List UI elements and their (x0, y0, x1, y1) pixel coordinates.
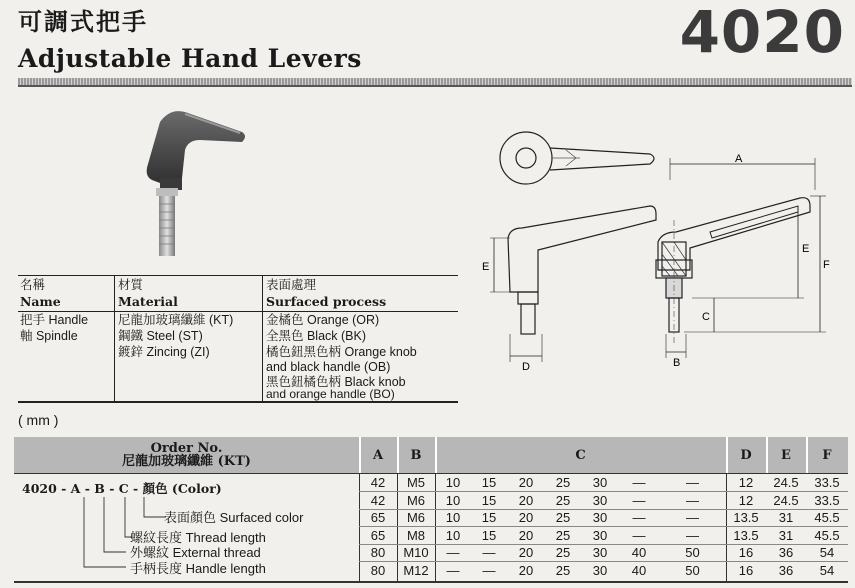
dim-label-f: F (823, 259, 830, 271)
table-cell: 36 (778, 545, 794, 560)
surface-orange: 金橘色 Orange (OR) (266, 313, 380, 327)
table-cell: 10 (445, 492, 461, 508)
table-cell: — (446, 545, 460, 560)
table-cell: — (632, 527, 646, 543)
table-cell: 45.5 (814, 527, 840, 543)
header-a: A (372, 447, 384, 463)
table-cell: 20 (518, 510, 534, 525)
dim-label-c: C (702, 311, 710, 323)
table-cell: 25 (555, 562, 571, 578)
header-divider (397, 437, 399, 473)
table-row (14, 493, 848, 508)
header-b: B (410, 447, 422, 463)
table-cell: 33.5 (814, 492, 840, 508)
table-cell: — (632, 475, 646, 490)
header-rule-line (18, 85, 852, 87)
table-cell: 30 (592, 492, 608, 508)
table-cell: 50 (685, 545, 700, 560)
table-cell: 33.5 (814, 475, 840, 490)
table-cell: 42 (370, 475, 386, 490)
dim-label-a: A (735, 153, 743, 165)
header-divider (726, 437, 728, 473)
header-f: F (822, 447, 832, 463)
table-cell: 13.5 (733, 510, 759, 525)
legend-external-thread: 外螺紋 External thread (130, 545, 261, 560)
table-cell: — (686, 475, 699, 490)
table-row (14, 563, 848, 578)
product-code: 4020 (679, 0, 845, 66)
header-c: C (575, 447, 586, 463)
table-cell: 80 (370, 562, 386, 578)
table-cell: 25 (555, 492, 571, 508)
table-cell: 31 (778, 527, 794, 543)
table-cell: 65 (370, 510, 386, 525)
product-photo (130, 100, 250, 270)
name-handle: 把手 Handle (20, 313, 89, 327)
table-cell: — (482, 562, 496, 578)
table-cell: 42 (370, 492, 386, 508)
surface-bo-1: 黑色鈕橘色柄 Black knob (266, 375, 406, 389)
table-cell: 25 (555, 475, 571, 490)
table-cell: 40 (631, 545, 647, 560)
table-cell: 16 (738, 545, 754, 560)
table-row (14, 528, 848, 543)
table-row (14, 475, 848, 490)
table-cell: 54 (819, 562, 835, 578)
table-cell: 30 (592, 510, 608, 525)
header-divider (806, 437, 808, 473)
table-cell: 20 (518, 562, 534, 578)
table-cell: 15 (481, 492, 497, 508)
dim-label-e-left: E (482, 261, 490, 273)
table-cell: 13.5 (733, 527, 759, 543)
table-cell: 40 (631, 562, 647, 578)
name-spindle: 軸 Spindle (20, 329, 78, 343)
table-cell: 20 (518, 492, 534, 508)
col-name-cn: 名稱 (20, 278, 46, 292)
col-material-en: Material (118, 294, 178, 309)
table-cell: 54 (819, 545, 835, 560)
table-cell: — (446, 562, 460, 578)
legend-handle-length: 手柄長度 Handle length (130, 561, 266, 576)
table-cell: 45.5 (814, 510, 840, 525)
order-no-sub: 尼龍加玻璃纖維 (KT) (122, 454, 251, 469)
material-zincing: 鍍鋅 Zincing (ZI) (118, 345, 210, 359)
dim-label-e-right: E (802, 243, 810, 255)
table-cell: 16 (738, 562, 754, 578)
material-table (18, 275, 458, 403)
header-divider (359, 437, 361, 473)
table-rule (114, 275, 115, 401)
table-cell: 20 (518, 545, 534, 560)
material-kt: 尼龍加玻璃纖維 (KT) (118, 313, 234, 327)
dimension-drawing (480, 120, 850, 375)
table-cell: 80 (370, 545, 386, 560)
table-cell: 30 (592, 475, 608, 490)
table-cell: 30 (592, 545, 608, 560)
table-cell: 36 (778, 562, 794, 578)
table-row (14, 545, 848, 560)
table-rule (14, 581, 848, 583)
order-code-pattern: 4020 - A - B - C - 顏色 (Color) (22, 481, 222, 496)
table-cell: 15 (481, 510, 497, 525)
table-row (14, 510, 848, 525)
dim-label-b: B (673, 357, 681, 369)
surface-black: 全黑色 Black (BK) (266, 329, 367, 343)
col-material-cn: 材質 (118, 278, 144, 292)
table-cell: — (632, 492, 646, 508)
header-d: D (740, 447, 752, 463)
order-table (14, 437, 848, 583)
header-divider (766, 437, 768, 473)
page-title-chinese: 可調式把手 (18, 8, 148, 36)
legend-surfaced-color: 表面顏色 Surfaced color (164, 510, 304, 525)
table-cell: 10 (445, 475, 461, 490)
table-cell: — (686, 527, 699, 543)
surface-bo-2: and orange handle (BO) (266, 387, 395, 401)
table-cell: 10 (445, 510, 461, 525)
table-rule (18, 311, 458, 312)
table-cell: 30 (592, 562, 608, 578)
table-cell: 25 (555, 527, 571, 543)
surface-ob-2: and black handle (OB) (266, 360, 391, 374)
table-cell: 50 (685, 562, 700, 578)
table-cell: 65 (370, 527, 386, 543)
table-cell: 20 (518, 527, 534, 543)
col-surface-en: Surfaced process (266, 294, 387, 309)
order-no-label: Order No. (150, 441, 223, 456)
table-cell: M6 (406, 510, 426, 525)
table-cell: 24.5 (773, 475, 799, 490)
order-no-header (14, 437, 359, 473)
table-cell: M12 (403, 562, 429, 578)
table-cell: 24.5 (773, 492, 799, 508)
table-cell: 25 (555, 510, 571, 525)
table-cell: 25 (555, 545, 571, 560)
table-cell: — (632, 510, 646, 525)
unit-label: ( mm ) (18, 412, 59, 428)
table-cell: M8 (406, 527, 426, 543)
table-cell: M5 (406, 475, 426, 490)
col-name-en: Name (20, 294, 61, 309)
table-cell: — (686, 510, 699, 525)
dim-label-d: D (522, 361, 530, 373)
legend-thread-length: 螺紋長度 Thread length (130, 530, 266, 545)
table-cell: 20 (518, 475, 534, 490)
material-steel: 鋼鐵 Steel (ST) (118, 329, 203, 343)
table-cell: — (482, 545, 496, 560)
table-cell: 12 (738, 492, 754, 508)
table-cell: 30 (592, 527, 608, 543)
table-rule (262, 275, 263, 401)
table-cell: — (686, 492, 699, 508)
header-e: E (781, 447, 791, 463)
col-surface-cn: 表面處理 (266, 278, 317, 292)
table-cell: 12 (738, 475, 754, 490)
table-cell: 10 (445, 527, 461, 543)
table-cell: 15 (481, 527, 497, 543)
table-cell: 31 (778, 510, 794, 525)
table-rule (18, 275, 458, 276)
table-cell: M10 (403, 545, 429, 560)
header-divider (435, 437, 437, 473)
table-cell: M6 (406, 492, 426, 508)
page-title: Adjustable Hand Levers (18, 44, 362, 73)
surface-ob-1: 橘色鈕黑色柄 Orange knob (266, 345, 417, 359)
table-cell: 15 (481, 475, 497, 490)
